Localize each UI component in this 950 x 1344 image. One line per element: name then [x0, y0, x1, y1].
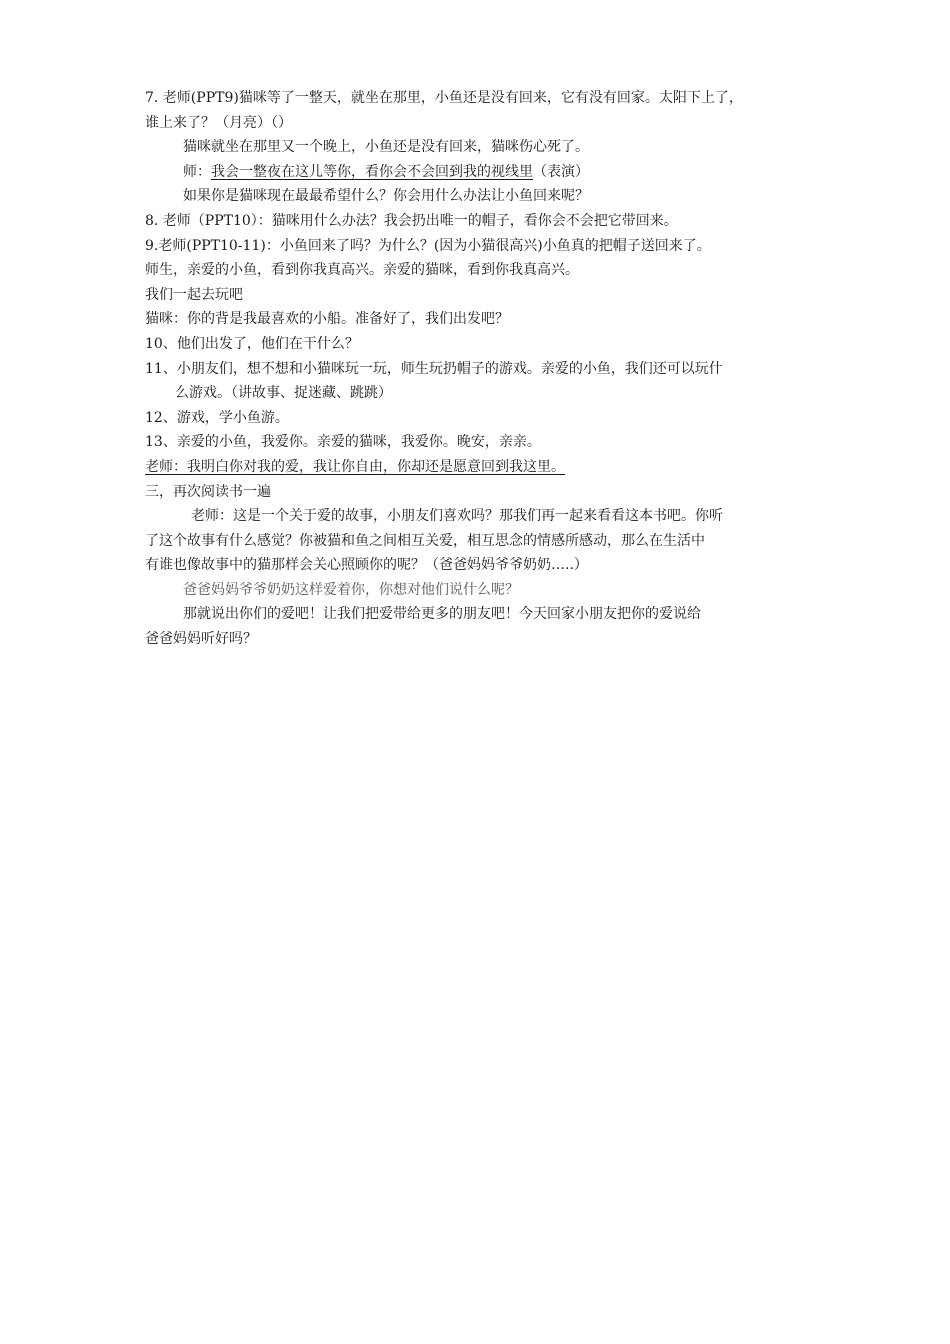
paragraph-line: 老师：这是一个关于爱的故事，小朋友们喜欢吗？那我们再一起来看看这本书吧。你听 [191, 508, 723, 525]
paragraph-line: 了这个故事有什么感觉？你被猫和鱼之间相互关爱，相互思念的情感所感动，那么在生活中 [145, 532, 705, 549]
stage-note: （表演） [533, 163, 589, 180]
paragraph-line: 那就说出你们的爱吧！让我们把爱带给更多的朋友吧！今天回家小朋友把你的爱说给 [183, 606, 701, 623]
paragraph-line: 爸爸妈妈爷爷奶奶这样爱着你，你想对他们说什么呢？ [183, 581, 519, 598]
paragraph-line: 师生，亲爱的小鱼，看到你我真高兴。亲爱的猫咪，看到你我真高兴。 [145, 262, 579, 279]
paragraph-line: 猫咪：你的背是我最喜欢的小船。准备好了，我们出发吧？ [145, 311, 509, 328]
paragraph-line: 谁上来了？（月亮）（） [145, 114, 292, 131]
paragraph-line: 么游戏。（讲故事、捉迷藏、跳跳） [175, 385, 392, 402]
paragraph-line: 有谁也像故事中的猫那样会关心照顾你的呢？（爸爸妈妈爷爷奶奶…..） [145, 557, 588, 574]
underlined-quote: 我会一整夜在这儿等你，看你会不会回到我的视线里 [211, 163, 533, 180]
paragraph-line: 13、亲爱的小鱼，我爱你。亲爱的猫咪，我爱你。晚安，亲亲。 [145, 434, 541, 451]
speaker-label: 师： [183, 163, 211, 180]
paragraph-line: 猫咪就坐在那里又一个晚上，小鱼还是没有回来，猫咪伤心死了。 [183, 139, 589, 156]
document-body [145, 86, 825, 652]
paragraph-line: 8. 老师（PPT10）：猫咪用什么办法？我会扔出唯一的帽子，看你会不会把它带回来。 [145, 212, 678, 229]
paragraph-line: 10、他们出发了，他们在干什么？ [145, 335, 359, 352]
paragraph-line: 7. 老师(PPT9)猫咪等了一整天，就坐在那里，小鱼还是没有回来，它有没有回家。太阳下上了， [145, 90, 743, 106]
paragraph-line: 11、小朋友们，想不想和小猫咪玩一玩，师生玩扔帽子的游戏。亲爱的小鱼，我们还可以玩什 [145, 360, 723, 377]
paragraph-line: 如果你是猫咪现在最最希望什么？你会用什么办法让小鱼回来呢？ [183, 188, 589, 205]
paragraph-line: 9.老师(PPT10-11)：小鱼回来了吗？为什么？(因为小猫很高兴)小鱼真的把帽子送回来了。 [145, 237, 711, 254]
underlined-line: 老师：我明白你对我的爱，我让你自由，你却还是愿意回到我这里。 [145, 458, 565, 475]
paragraph-line [145, 160, 825, 185]
paragraph-line: 12、游戏，学小鱼游。 [145, 409, 289, 426]
paragraph-line: 爸爸妈妈听好吗？ [145, 631, 257, 648]
section-heading: 三，再次阅读书一遍 [145, 483, 271, 500]
paragraph-line: 我们一起去玩吧 [145, 286, 243, 303]
